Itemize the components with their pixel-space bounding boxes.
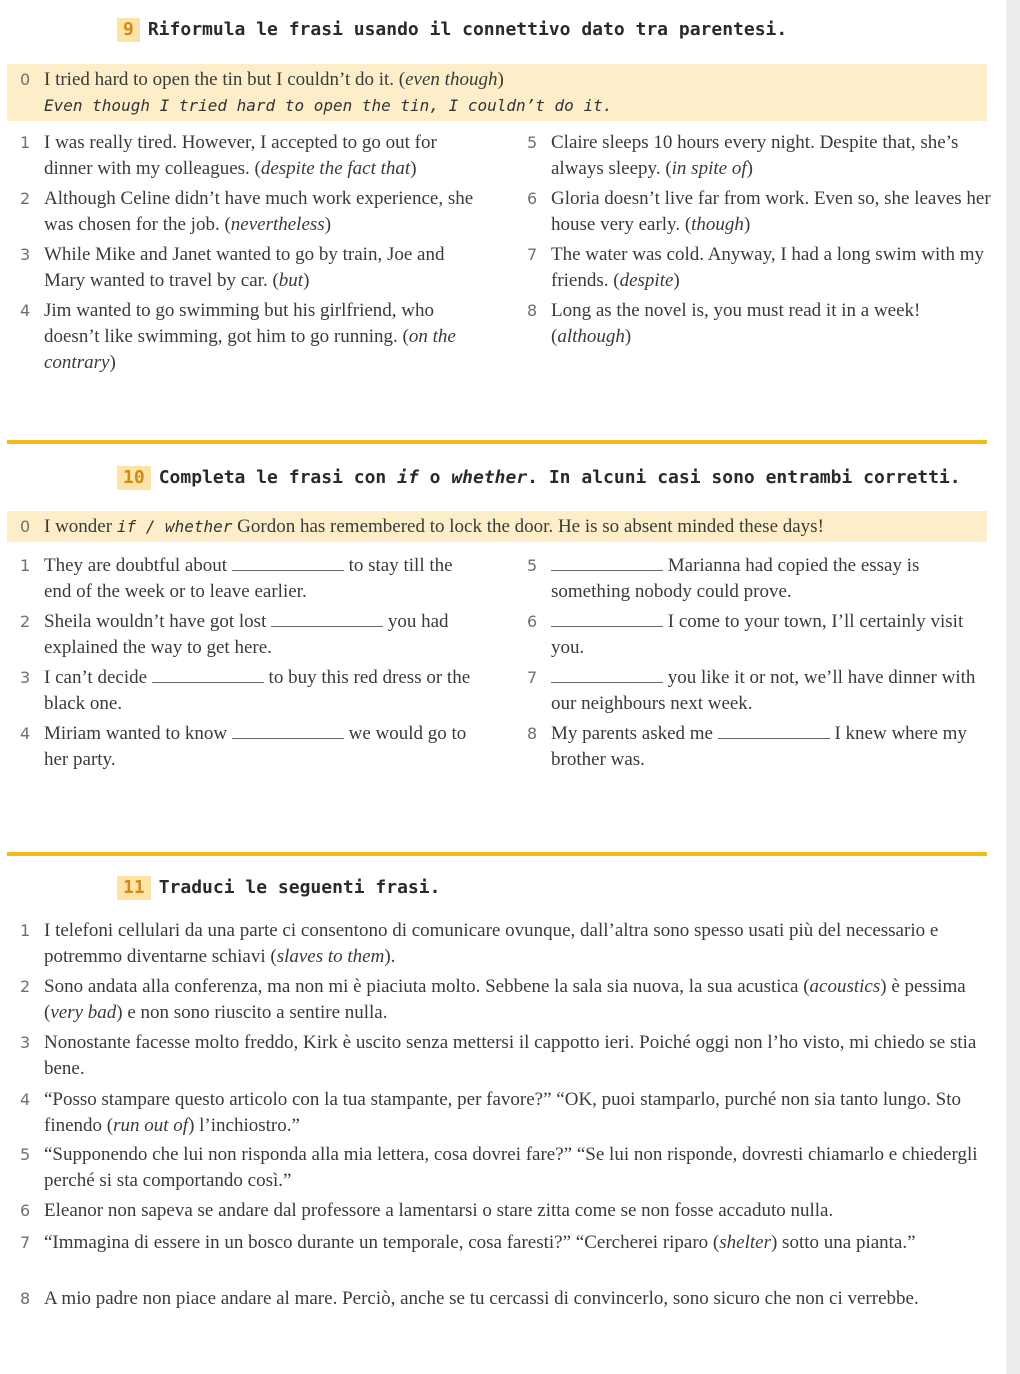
item-text: “Supponendo che lui non risponda alla mia lettera, cosa dovrei fare?” “Se lui non risponde, dovresti chiamarlo e chiedergli perché si sta comportando così.”: [44, 1144, 978, 1191]
item-number: 0: [20, 70, 31, 89]
item-number: 1: [20, 921, 31, 940]
exercise-10-heading: [117, 466, 961, 490]
item-number: 3: [20, 245, 31, 264]
answer-blank[interactable]: [551, 553, 663, 571]
item-cue: very bad: [50, 1002, 117, 1023]
exercise-title: Riformula le frasi usando il connettivo dato tra parentesi.: [147, 19, 788, 40]
item-number: 8: [20, 1289, 31, 1308]
item-number: 2: [20, 977, 31, 996]
item-number: 4: [20, 1090, 31, 1109]
item-text: The water was cold. Anyway, I had a long swim with my friends. (: [551, 244, 985, 291]
item-text: Gloria doesn’t live far from work. Even so, she leaves her house very early. (: [551, 188, 991, 235]
item-text: ).: [384, 946, 396, 967]
answer-blank[interactable]: [718, 721, 830, 739]
answer-blank[interactable]: [271, 609, 383, 627]
item-cue: shelter: [719, 1232, 771, 1253]
item-number: 6: [527, 189, 538, 208]
exercise-9-heading: [117, 18, 787, 42]
item-number: 4: [20, 724, 31, 743]
item-close: ): [746, 158, 753, 179]
exercise-title: Completa le frasi con if o whether. In alcuni casi sono entrambi corretti.: [158, 467, 961, 488]
item-cue: though: [691, 214, 744, 235]
exercise-title: Traduci le seguenti frasi.: [158, 877, 441, 898]
item-close: ): [497, 69, 504, 90]
item-number: 2: [20, 612, 31, 631]
item-number: 8: [527, 724, 538, 743]
item-cue: acoustics: [809, 976, 881, 997]
item-text: Although Celine didn’t have much work experience, she was chosen for the job. (: [44, 188, 474, 235]
item-number: 6: [20, 1201, 31, 1220]
item-close: ): [324, 214, 332, 235]
example-answer: Even though I tried hard to open the tin, I couldn’t do it.: [44, 96, 613, 115]
item-text: Nonostante facesse molto freddo, Kirk è uscito senza mettersi il cappotto ieri. Poiché oggi non l’ho visto, mi chiedo se stia bene.: [44, 1032, 977, 1079]
item-cue: despite the fact that: [260, 158, 411, 179]
example-answer: if / whether: [116, 517, 233, 536]
item-close: ): [743, 214, 751, 235]
page-edge: [1006, 0, 1020, 1374]
exercise-11-heading: [117, 876, 440, 900]
item-text: While Mike and Janet wanted to go by train, Joe and Mary wanted to travel by car. (: [44, 244, 445, 291]
item-number: 1: [20, 556, 31, 575]
item-text: “Immagina di essere in un bosco durante un temporale, cosa faresti?” “Cercherei riparo (: [44, 1232, 720, 1253]
item-text: ) sotto una pianta.”: [770, 1232, 916, 1253]
item-close: ): [109, 352, 116, 373]
item-text: Sono andata alla conferenza, ma non mi è piaciuta molto. Sebbene la sala sia nuova, la sua acustica (: [44, 976, 810, 997]
item-cue: even though: [405, 69, 498, 90]
item-cue: but: [278, 270, 304, 291]
item-close: ): [303, 270, 310, 291]
item-text: ) è pessima (: [44, 976, 966, 1023]
item-text: Eleanor non sapeva se andare dal professore a lamentarsi o stare zitta come se non fosse accaduto nulla.: [44, 1200, 834, 1221]
item-number: 0: [20, 517, 31, 536]
answer-blank[interactable]: [232, 721, 344, 739]
item-number: 8: [527, 301, 538, 320]
item-number: 5: [527, 556, 538, 575]
answer-blank[interactable]: [551, 665, 663, 683]
item-number: 5: [20, 1145, 31, 1164]
item-cue: nevertheless: [230, 214, 325, 235]
item-text: ) e non sono riuscito a sentire nulla.: [116, 1002, 388, 1023]
item-cue: although: [557, 326, 625, 347]
item-cue: on the contrary: [44, 326, 456, 373]
item-cue: in spite of: [671, 158, 747, 179]
section-divider: [7, 440, 987, 444]
item-text: I was really tired. However, I accepted to go out for dinner with my colleagues. (: [44, 132, 437, 179]
item-text: I telefoni cellulari da una parte ci consentono di comunicare ovunque, dall’altra sono spesso usati più del necessario e potremmo diventarne schiavi (: [44, 920, 939, 967]
item-number: 4: [20, 301, 31, 320]
item-text: “Posso stampare questo articolo con la tua stampante, per favore?” “OK, puoi stamparlo, purché non sia tanto lungo. Sto finendo (: [44, 1089, 962, 1136]
item-text: Jim wanted to go swimming but his girlfriend, who doesn’t like swimming, got him to go running. (: [44, 300, 435, 347]
item-number: 7: [527, 245, 538, 264]
item-text: Long as the novel is, you must read it in a week! (: [551, 300, 921, 347]
item-number: 7: [527, 668, 538, 687]
item-close: ): [624, 326, 632, 347]
item-text: ) l’inchiostro.”: [188, 1115, 300, 1136]
item-close: ): [673, 270, 680, 291]
item-cue: despite: [619, 270, 674, 291]
exercise-number-badge: 10: [117, 466, 151, 490]
item-number: 5: [527, 133, 538, 152]
item-number: 3: [20, 668, 31, 687]
answer-blank[interactable]: [152, 665, 264, 683]
item-text: Claire sleeps 10 hours every night. Despite that, she’s always sleepy. (: [551, 132, 959, 179]
section-divider: [7, 852, 987, 856]
item-cue: slaves to them: [276, 946, 385, 967]
item-cue: run out of: [113, 1115, 189, 1136]
exercise-number-badge: 11: [117, 876, 151, 900]
item-text: Gordon has remembered to lock the door. He is so absent minded these days!: [232, 516, 824, 537]
item-number: 6: [527, 612, 538, 631]
item-number: 7: [20, 1233, 31, 1252]
answer-blank[interactable]: [551, 609, 663, 627]
item-text: A mio padre non piace andare al mare. Perciò, anche se tu cercassi di convincerlo, sono sicuro che non ci verrebbe.: [44, 1288, 919, 1309]
item-text: I tried hard to open the tin but I couldn’t do it. (: [44, 69, 406, 90]
item-number: 2: [20, 189, 31, 208]
answer-blank[interactable]: [232, 553, 344, 571]
item-text: I wonder: [44, 516, 117, 537]
item-close: ): [410, 158, 417, 179]
item-number: 3: [20, 1033, 31, 1052]
exercise-number-badge: 9: [117, 18, 140, 42]
item-number: 1: [20, 133, 31, 152]
